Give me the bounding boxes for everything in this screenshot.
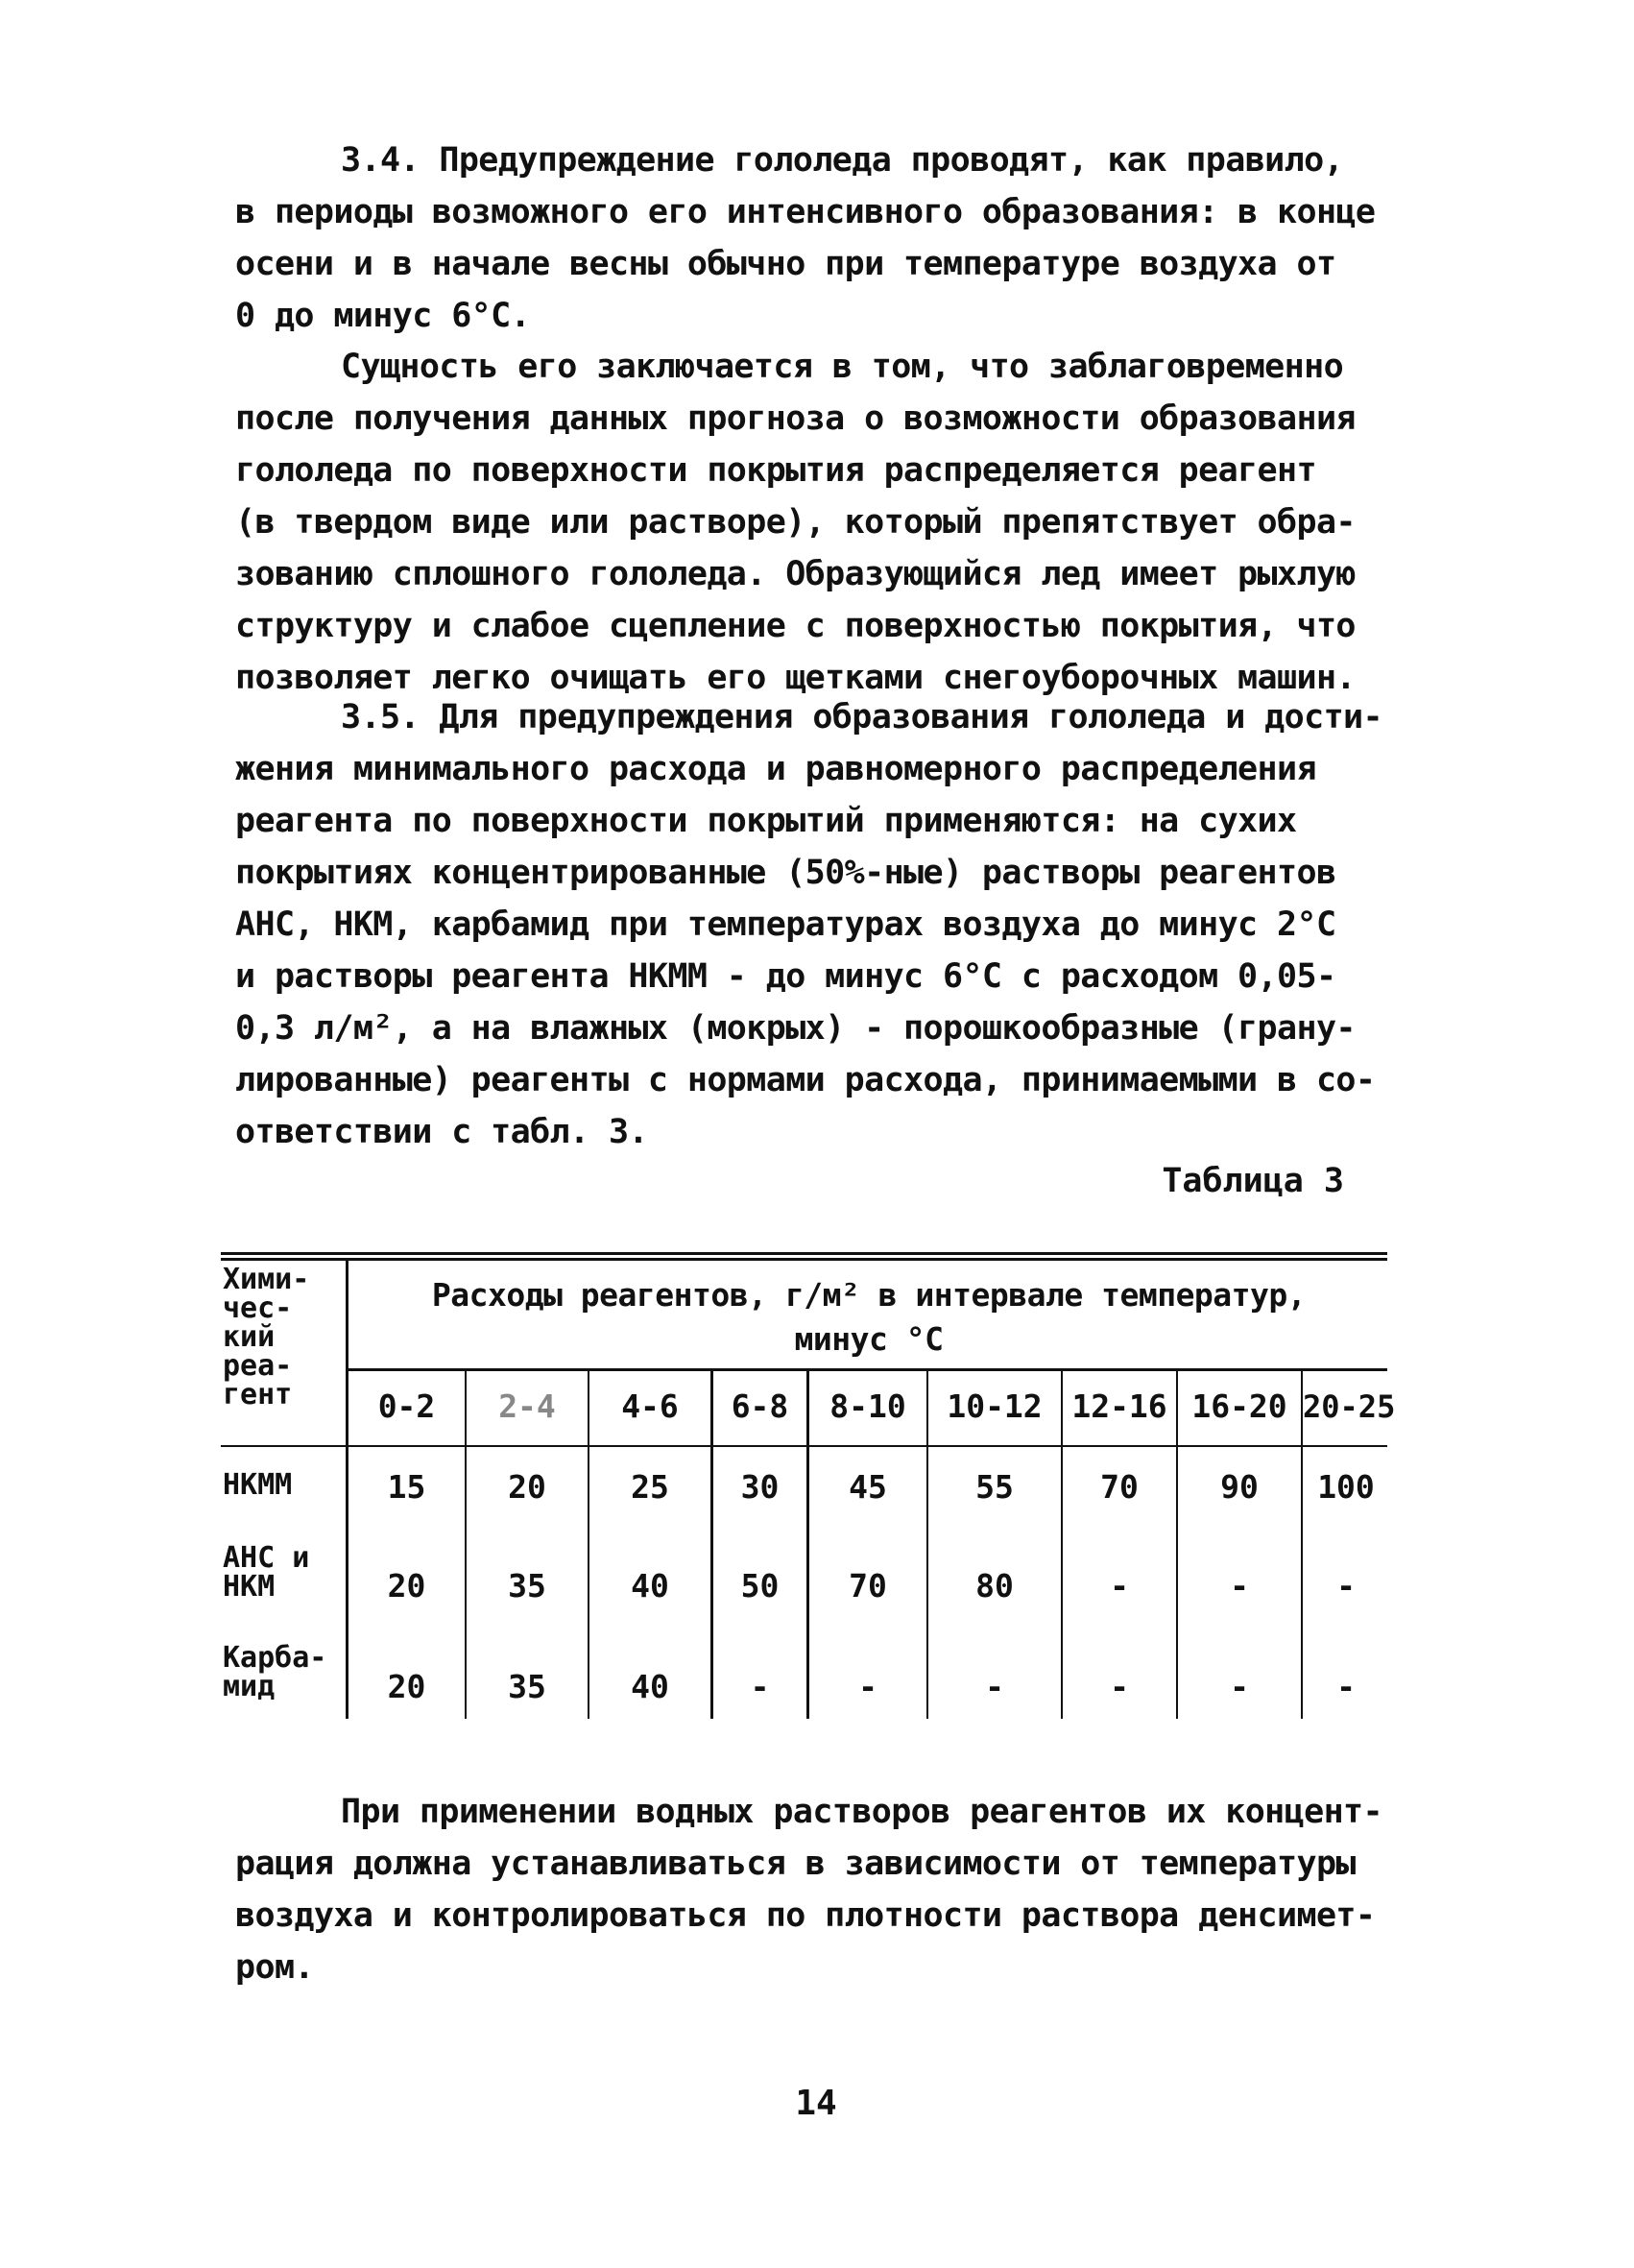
text-line: воздуха и контролироваться по плотности раствора денсимет- <box>235 1896 1376 1935</box>
column-divider <box>1176 1371 1178 1719</box>
text-line: жения минимального расхода и равномерного распределения <box>235 750 1316 788</box>
table-cell: 30 <box>740 1468 780 1506</box>
paragraph-solutions <box>235 1786 1416 1993</box>
text-line: покрытиях концентрированные (50%-ные) растворы реагентов <box>235 854 1336 892</box>
table-cell: 40 <box>631 1567 669 1604</box>
row-name <box>223 1541 343 1604</box>
group-header-line: Расходы реагентов, г/м² в интервале температур, <box>431 1276 1307 1314</box>
column-header: 8-10 <box>829 1387 906 1425</box>
table-cell: - <box>1110 1567 1129 1604</box>
table-cell: - <box>985 1668 1004 1705</box>
table-top-rule <box>221 1252 1387 1255</box>
paragraph-3-5 <box>235 691 1416 1158</box>
column-header: 20-25 <box>1303 1388 1396 1425</box>
row-header-title <box>223 1263 343 1411</box>
table-cell: 25 <box>631 1468 669 1506</box>
table-cell: - <box>1336 1567 1356 1604</box>
text-line: рация должна устанавливаться в зависимости от температуры <box>235 1845 1356 1883</box>
column-header: 0-2 <box>377 1387 436 1425</box>
paragraph-3-4 <box>235 134 1416 342</box>
table-top-rule <box>221 1258 1387 1261</box>
table-caption: Таблица 3 <box>1162 1162 1344 1200</box>
column-divider <box>1061 1371 1063 1719</box>
table-cell: - <box>1336 1668 1356 1705</box>
row-name-line: Карба- <box>223 1641 327 1675</box>
text-line: зованию сплошного гололеда. Образующийся лед имеет рыхлую <box>235 555 1356 593</box>
text-line: 3.4. Предупреждение гололеда проводят, как правило, <box>341 141 1344 180</box>
column-header: 12-16 <box>1071 1387 1167 1425</box>
row-name <box>223 1641 343 1703</box>
table-cell: 20 <box>387 1567 426 1604</box>
table-cell: 35 <box>508 1668 546 1705</box>
paragraph-essence <box>235 341 1416 704</box>
column-header-rule <box>221 1445 1387 1447</box>
row-name-line: НКМ <box>223 1570 276 1604</box>
row-name-line: мид <box>223 1670 276 1703</box>
column-divider <box>465 1371 467 1719</box>
row-name-line: АНС и <box>223 1541 310 1575</box>
text-line: 0 до минус 6°С. <box>235 297 531 335</box>
text-line: реагента по поверхности покрытий применяются: на сухих <box>235 802 1297 840</box>
table-cell: 70 <box>849 1567 887 1604</box>
column-header: 10-12 <box>947 1387 1043 1425</box>
table-cell: 55 <box>975 1468 1014 1506</box>
text-line: АНС, НКМ, карбамид при температурах воздуха до минус 2°С <box>235 905 1336 944</box>
column-header: 2-4 <box>498 1387 556 1425</box>
header-line: Хими- <box>223 1263 310 1296</box>
group-header <box>355 1273 1382 1362</box>
text-line: в периоды возможного его интенсивного образования: в конце <box>235 193 1376 231</box>
table-cell: 35 <box>508 1567 546 1604</box>
table-cell: 15 <box>387 1468 426 1506</box>
table-cell: 100 <box>1317 1468 1375 1506</box>
column-header: 16-20 <box>1191 1387 1287 1425</box>
table-cell: - <box>1110 1668 1129 1705</box>
table-cell: 90 <box>1220 1468 1259 1506</box>
page-number: 14 <box>795 2084 837 2123</box>
row-name: НКММ <box>223 1468 293 1502</box>
table-cell: 40 <box>631 1668 669 1705</box>
text-line: лированные) реагенты с нормами расхода, принимаемыми в со- <box>235 1061 1376 1099</box>
header-line: чес- <box>223 1291 293 1325</box>
text-line: Сущность его заключается в том, что заблаговременно <box>341 348 1344 386</box>
column-divider <box>806 1371 809 1719</box>
header-line: кий <box>223 1320 276 1354</box>
table-cell: 20 <box>508 1468 546 1506</box>
group-header-line: минус °С <box>794 1320 944 1358</box>
column-divider <box>926 1371 928 1719</box>
text-line: и растворы реагента НКММ - до минус 6°С с расходом 0,05- <box>235 957 1336 996</box>
text-line: (в твердом виде или растворе), который препятствует обра- <box>235 503 1356 542</box>
column-header: 6-8 <box>731 1387 789 1425</box>
header-line: реа- <box>223 1349 293 1383</box>
table-cell: 20 <box>387 1668 426 1705</box>
table-cell: 50 <box>740 1567 780 1604</box>
text-line: после получения данных прогноза о возможности образования <box>235 399 1356 438</box>
text-line: 0,3 л/м², а на влажных (мокрых) - порошкообразные (грану- <box>235 1009 1356 1048</box>
table-cell: 45 <box>849 1468 887 1506</box>
column-divider <box>588 1371 589 1719</box>
text-line: гололеда по поверхности покрытия распределяется реагент <box>235 451 1316 490</box>
text-line: 3.5. Для предупреждения образования гололеда и дости- <box>341 698 1383 736</box>
group-header-rule <box>348 1368 1387 1371</box>
table-cell: - <box>750 1668 770 1705</box>
text-line: позволяет легко очищать его щетками снегоуборочных машин. <box>235 659 1356 697</box>
table-cell: - <box>858 1668 877 1705</box>
column-divider <box>710 1371 713 1719</box>
text-line: ответствии с табл. 3. <box>235 1113 648 1151</box>
text-line: При применении водных растворов реагентов их концент- <box>341 1793 1383 1831</box>
table-cell: - <box>1230 1668 1249 1705</box>
text-line: осени и в начале весны обычно при температуре воздуха от <box>235 245 1336 283</box>
table-cell: 70 <box>1100 1468 1139 1506</box>
text-line: ром. <box>235 1948 314 1987</box>
table-cell: - <box>1230 1567 1249 1604</box>
text-line: структуру и слабое сцепление с поверхностью покрытия, что <box>235 607 1356 645</box>
table-cell: 80 <box>975 1567 1014 1604</box>
column-header: 4-6 <box>621 1387 679 1425</box>
header-line: гент <box>223 1378 293 1411</box>
